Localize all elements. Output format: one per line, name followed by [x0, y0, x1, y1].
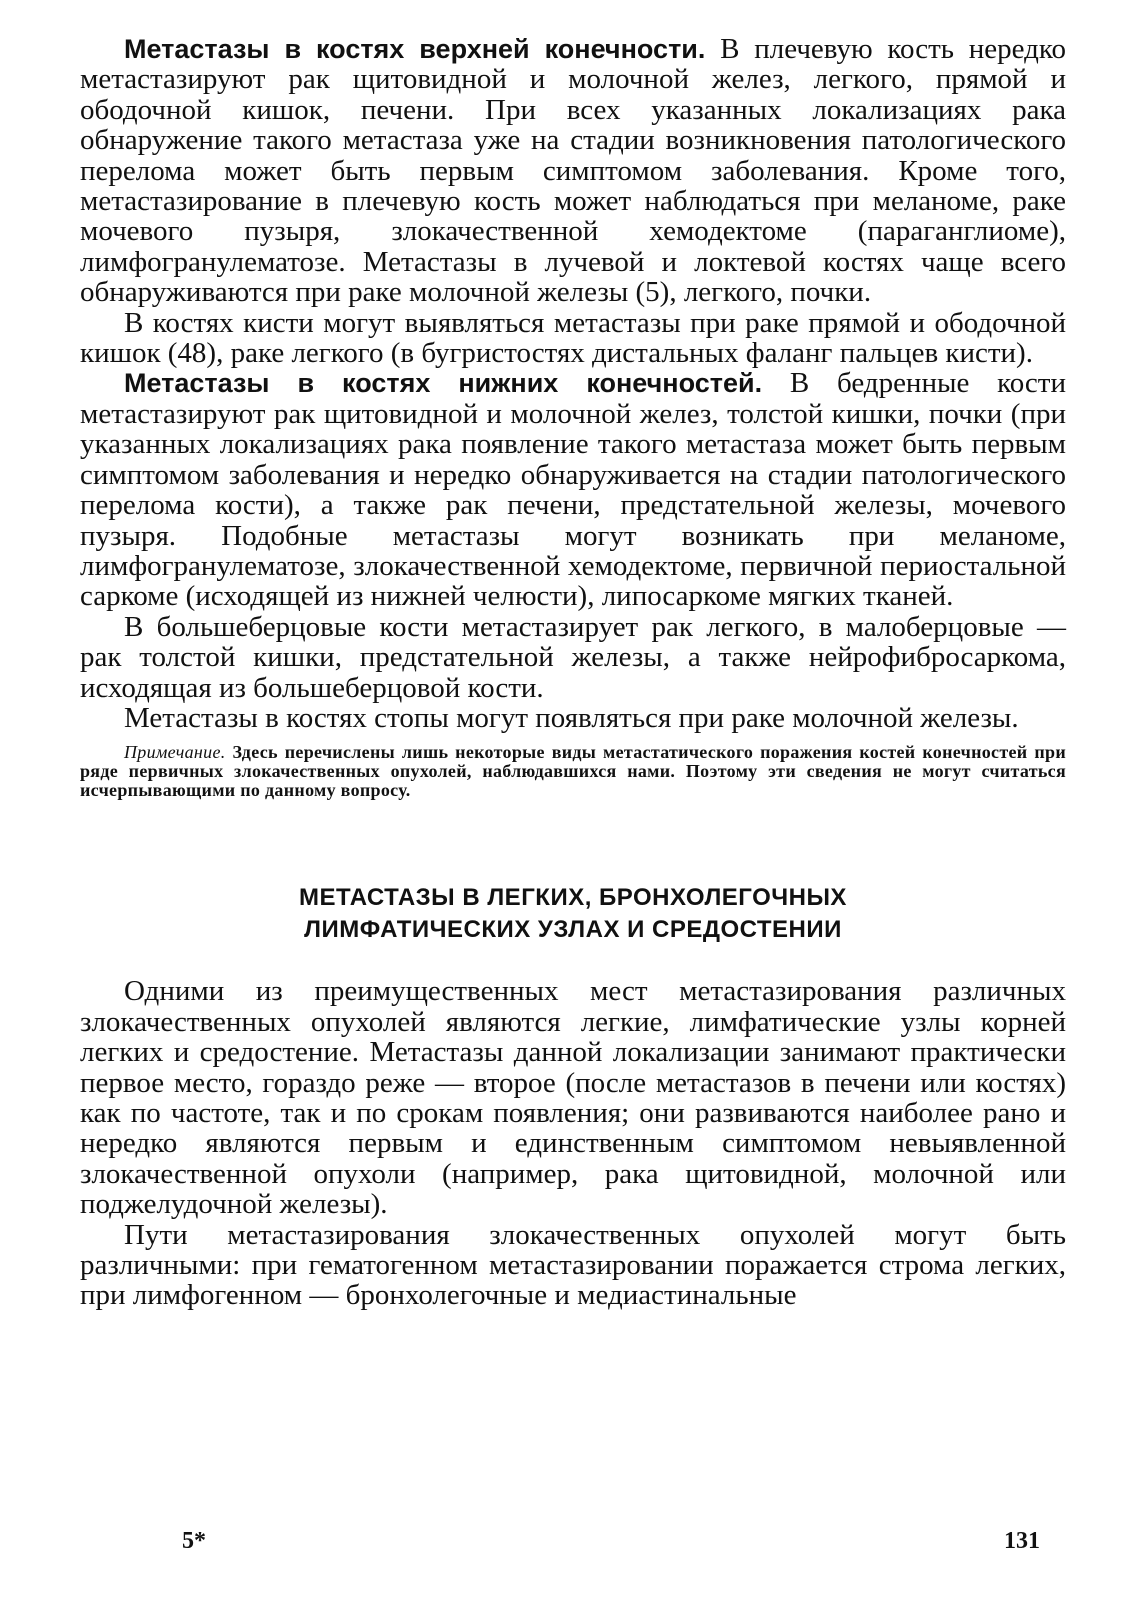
- paragraph-text: В плечевую кость нередко метастазируют рак щитовидной и молочной желез, легкого, прямой и ободочной кишок, печени. При всех указанных локализациях рака обнаружение такого метастаза уже на стадии возникновения патологического перелома может быть первым симптомом заболевания. Кроме того, метастазирование в плечевую кость может наблюдаться при меланоме, раке мочевого пузыря, злокачественной хемодектоме (параганглиоме), лимфогранулематозе. Метастазы в лучевой и локтевой костях чаще всего обнаруживаются при раке молочной железы (5), легкого, почки.: [80, 33, 1066, 309]
- footnote-label: Примечание.: [124, 742, 226, 763]
- footnote-text: Здесь перечислены лишь некоторые виды метастатического поражения костей конечностей при ряде первичных злокачественных опухолей, наблюдавшихся нами. Поэтому эти сведения не могут считаться исчерпывающими по данному вопросу.: [80, 742, 1066, 801]
- page-body: [80, 34, 1066, 1311]
- paragraph-title: Метастазы в костях нижних конечностей.: [124, 368, 763, 399]
- paragraph-hand-bones: В костях кисти могут выявляться метастазы при раке прямой и ободочной кишок (48), раке легкого (в бугристостях дистальных фаланг пальцев кисти).: [80, 306, 1066, 370]
- section-heading: [80, 882, 1066, 946]
- paragraph-upper-limb-metastases: [80, 34, 1066, 308]
- footnote: [80, 743, 1066, 800]
- paragraph-metastasis-pathways: Пути метастазирования злокачественных опухолей могут быть различными: при гематогенном метастазировании поражается строма легких, при лимфогенном — бронхолегочные и медиастинальные: [80, 1218, 1066, 1312]
- paragraph-lung-metastases-intro: Одними из преимущественных мест метастазирования различных злокачественных опухолей являются легкие, лимфатические узлы корней легких и средостение. Метастазы данной локализации занимают практически первое место, гораздо реже — второе (после метастазов в печени или костях) как по частоте, так и по срокам появления; они развиваются наиболее рано и нередко являются первым и единственным симптомом невыявленной злокачественной опухоли (например, рака щитовидной, молочной или поджелудочной железы).: [80, 975, 1066, 1221]
- section-heading-line-2: ЛИМФАТИЧЕСКИХ УЗЛАХ И СРЕДОСТЕНИИ: [304, 916, 842, 944]
- paragraph-lower-limb-metastases: [80, 368, 1066, 611]
- paragraph-foot-bones: Метастазы в костях стопы могут появляться при раке молочной железы.: [124, 701, 1019, 734]
- paragraph-tibia-fibula: В большеберцовые кости метастазирует рак легкого, в малоберцовые — рак толстой кишки, предстательной железы, а также нейрофибросаркома, исходящая из большеберцовой кости.: [80, 610, 1066, 704]
- paragraph-title: Метастазы в костях верхней конечности.: [124, 34, 706, 64]
- signature-mark: 5*: [182, 1528, 206, 1554]
- section-heading-line-1: МЕТАСТАЗЫ В ЛЕГКИХ, БРОНХОЛЕГОЧНЫХ: [299, 884, 847, 912]
- page-number: 131: [1004, 1528, 1040, 1554]
- paragraph-text: В бедренные кости метастазируют рак щитовидной и молочной желез, толстой кишки, почки (при указанных локализациях рака появление такого метастаза может быть первым симптомом заболевания и нередко обнаруживается на стадии патологического перелома кости), а также рак печени, предстательной железы, мочевого пузыря. Подобные метастазы могут возникать при меланоме, лимфогранулематозе, злокачественной хемодектоме, первичной периостальной саркоме (исходящей из нижней челюсти), липосаркоме мягких тканей.: [80, 367, 1066, 613]
